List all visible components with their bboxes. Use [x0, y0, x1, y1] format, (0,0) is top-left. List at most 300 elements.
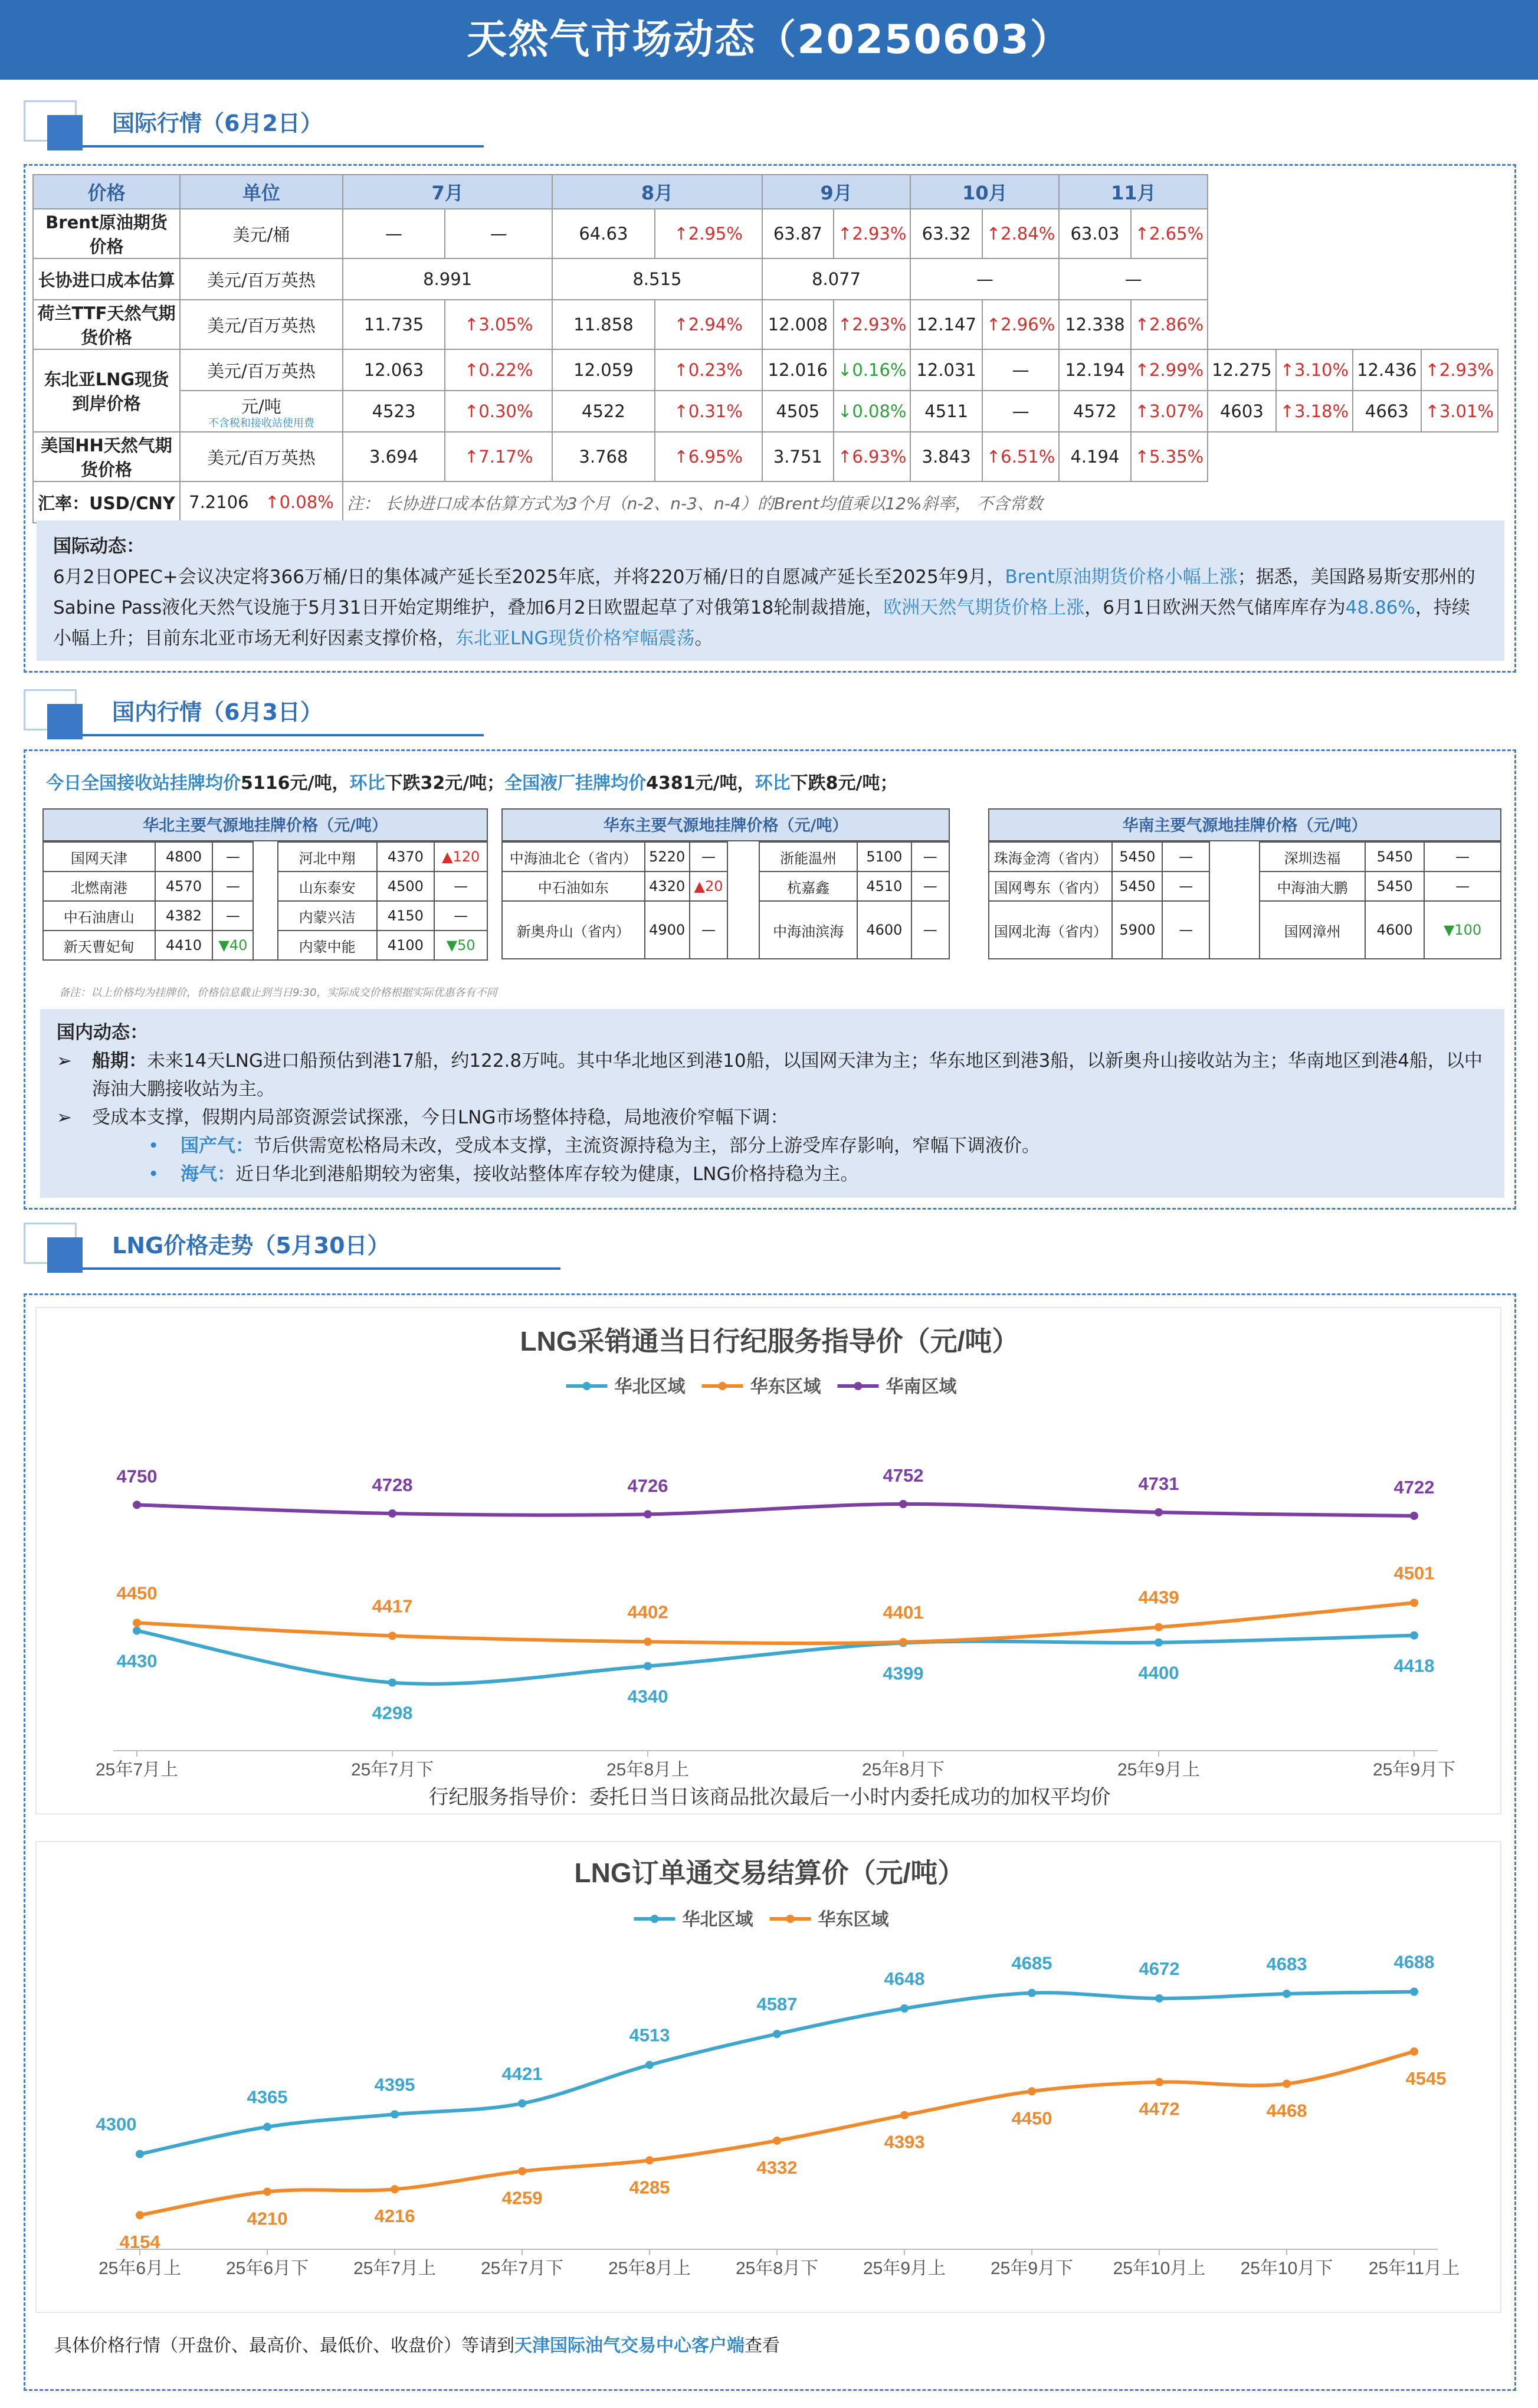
- value-cell: 4522: [552, 391, 654, 432]
- data-label: 4285: [629, 2177, 670, 2198]
- unit-cell: 美元/百万英热: [180, 349, 343, 391]
- data-label: 4418: [1393, 1655, 1435, 1676]
- spacer: [253, 931, 277, 960]
- data-point: [1155, 1623, 1163, 1631]
- station-name: 新奥舟山（省内）: [502, 901, 645, 959]
- unit-cell: 美元/百万英热: [180, 258, 343, 300]
- col-header: 单位: [180, 175, 343, 209]
- legend-label: 华东区域: [750, 1377, 821, 1397]
- data-point: [136, 2211, 144, 2219]
- data-label: 4421: [501, 2063, 543, 2084]
- change-cell: —: [1424, 872, 1501, 901]
- data-point: [899, 1638, 907, 1646]
- data-label: 4726: [627, 1475, 668, 1496]
- change-cell: —: [1162, 872, 1209, 901]
- spacer: [727, 901, 759, 959]
- col-header: 8月: [552, 175, 762, 209]
- data-label: 4259: [501, 2187, 543, 2209]
- x-tick-label: 25年10月上: [1113, 2259, 1206, 2278]
- data-point: [900, 2004, 909, 2013]
- chart-title: LNG采销通当日行纪服务指导价（元/吨）: [520, 1326, 1019, 1357]
- highlight-span: 东北亚LNG现货价格窄幅震荡: [455, 628, 695, 649]
- change-cell: ↑0.22%: [445, 349, 552, 391]
- station-name: 国网北海（省内）: [989, 901, 1112, 959]
- fx-cell: [180, 481, 343, 523]
- data-point: [133, 1501, 141, 1509]
- station-name: 山东泰安: [278, 872, 377, 901]
- data-point: [1283, 2080, 1291, 2088]
- x-tick-label: 25年7月下: [350, 1760, 434, 1780]
- change-cell: ↑6.93%: [834, 432, 910, 481]
- data-point: [263, 2187, 271, 2196]
- x-tick-label: 25年8月上: [608, 2259, 691, 2278]
- data-label: 4501: [1393, 1562, 1435, 1584]
- station-name: 新天曹妃甸: [43, 931, 155, 960]
- table-row: [43, 842, 487, 872]
- station-name: 国网天津: [43, 842, 155, 872]
- summary-value: 下跌32元/吨；: [385, 773, 505, 794]
- item-text: 近日华北到港船期较为密集，接收站整体库存较为健康，LNG价格持稳为主。: [235, 1164, 859, 1185]
- value-cell: 12.059: [552, 349, 654, 391]
- data-point: [391, 2110, 399, 2118]
- value-cell: 63.87: [762, 209, 834, 258]
- change-cell: ↑6.51%: [982, 432, 1059, 481]
- change-cell: ↑0.23%: [655, 349, 762, 391]
- data-point: [518, 2099, 526, 2108]
- spacer: [253, 901, 277, 931]
- x-tick-label: 25年9月下: [1372, 1760, 1456, 1780]
- data-point: [1155, 2078, 1163, 2086]
- data-label: 4332: [756, 2157, 798, 2178]
- spacer: [727, 842, 759, 872]
- value-cell: 8.991: [343, 258, 552, 300]
- value-cell: 11.858: [552, 300, 654, 349]
- change-cell: —: [911, 872, 949, 901]
- data-point: [899, 1500, 907, 1508]
- value-cell: 12.031: [910, 349, 982, 391]
- value-cell: 12.436: [1353, 349, 1421, 391]
- text-span: 6月2日OPEC+会议决定将366万桶/日的集体减产延长至2025年底，并将220万桶/日的自愿减产延长至2025年9月，: [53, 566, 1005, 588]
- change-cell: ↑2.65%: [1131, 209, 1208, 258]
- table-row: [989, 901, 1501, 959]
- change-cell: —: [1162, 901, 1209, 959]
- price-cell: 4600: [857, 901, 911, 959]
- unit-note: 不含税和接收站使用费: [208, 417, 314, 430]
- dynamics-title: 国际动态：: [53, 536, 145, 557]
- station-name: 中石油如东: [502, 872, 645, 901]
- summary-value: 下跌8元/吨；: [790, 773, 898, 794]
- change-cell: ↑3.01%: [1421, 391, 1498, 432]
- data-label: 4400: [1138, 1662, 1179, 1683]
- price-cell: 4800: [155, 842, 213, 872]
- table-row: [43, 872, 487, 901]
- value-cell: 12.016: [762, 349, 834, 391]
- data-point: [1410, 1988, 1418, 1996]
- station-name: 内蒙中能: [278, 931, 377, 960]
- unit-text: 元/吨: [241, 396, 281, 417]
- east-price-table: [501, 808, 950, 959]
- summary-label: 今日全国接收站挂牌均价: [46, 773, 241, 794]
- text-span: 。: [694, 628, 713, 649]
- intl-price-table: [32, 174, 1498, 523]
- change-cell: ↑7.17%: [445, 432, 552, 481]
- price-cell: 4600: [1365, 901, 1424, 959]
- series-line: [140, 1992, 1414, 2154]
- change-cell: ↑2.93%: [834, 300, 910, 349]
- table-row: [33, 258, 1498, 300]
- bullet-arrow-icon: ➢: [57, 1050, 72, 1072]
- row-label: 汇率：USD/CNY: [33, 481, 180, 523]
- legend-marker: [719, 1382, 727, 1390]
- data-label: 4648: [884, 1968, 925, 1989]
- data-label: 4683: [1266, 1954, 1307, 1975]
- data-point: [1028, 2087, 1036, 2095]
- series-line: [140, 2052, 1414, 2215]
- chart-caption: 行纪服务指导价：委托日当日该商品批次最后一小时内委托成功的加权平均价: [428, 1786, 1111, 1809]
- item-text: 受成本支撑，假期内局部资源尝试探涨，今日LNG市场整体持稳，局地液价窄幅下调：: [92, 1107, 789, 1128]
- station-name: 北燃南港: [43, 872, 155, 901]
- data-label: 4399: [883, 1663, 924, 1684]
- price-cell: 4150: [377, 901, 435, 931]
- fx-change: ↑0.08%: [265, 492, 334, 512]
- table-row: [33, 300, 1498, 349]
- change-cell: ↑2.93%: [1421, 349, 1498, 391]
- series-line: [137, 1603, 1414, 1643]
- value-cell: —: [910, 258, 1059, 300]
- value-cell: 63.03: [1059, 209, 1130, 258]
- section-title-text: LNG价格走势（5月30日）: [112, 1233, 390, 1259]
- fx-value: 7.2106: [189, 492, 249, 512]
- data-label: 4450: [116, 1583, 158, 1604]
- change-cell: —: [1424, 842, 1501, 872]
- spacer: [253, 842, 277, 872]
- domestic-dynamics: [40, 1009, 1504, 1198]
- change-cell: ↑2.86%: [1131, 300, 1208, 349]
- section-title-trend: [24, 1223, 555, 1279]
- footer-text: 查看: [745, 2335, 780, 2356]
- legend-marker: [583, 1382, 591, 1390]
- change-cell: ↑2.94%: [655, 300, 762, 349]
- dynamics-subitem: [57, 1160, 1488, 1188]
- station-name: 中石油唐山: [43, 901, 155, 931]
- data-label: 4587: [756, 1994, 798, 2015]
- chart-settlement-price: [35, 1841, 1501, 2313]
- data-label: 4439: [1138, 1587, 1179, 1608]
- text-span: ，6月1日欧洲天然气储库库存为: [1084, 597, 1346, 618]
- change-cell: —: [212, 842, 253, 872]
- row-label: 东北亚LNG现货到岸价格: [33, 349, 180, 432]
- change-cell: ▼40: [212, 931, 253, 960]
- data-label: 4728: [372, 1475, 413, 1495]
- station-name: 国网漳州: [1260, 901, 1365, 959]
- section-underline: [83, 145, 484, 148]
- price-cell: 4570: [155, 872, 213, 901]
- legend-marker: [854, 1382, 863, 1390]
- summary-label: 环比: [349, 773, 385, 794]
- data-point: [644, 1510, 652, 1518]
- legend-label: 华北区域: [682, 1910, 753, 1929]
- col-header: 价格: [33, 175, 180, 209]
- value-cell: 12.147: [910, 300, 982, 349]
- data-label: 4210: [247, 2208, 288, 2229]
- change-cell: ↑0.30%: [445, 391, 552, 432]
- text-span: ，持续小幅上升；目前东北亚市场无利好因素支撑价格，: [53, 597, 1470, 649]
- data-label: 4722: [1393, 1477, 1435, 1498]
- unit-cell: [180, 391, 343, 432]
- table-title: 华北主要气源地挂牌价格（元/吨）: [42, 808, 488, 841]
- data-label: 4688: [1393, 1951, 1435, 1973]
- data-point: [388, 1631, 396, 1640]
- data-point: [388, 1509, 396, 1518]
- section-title-text: 国际行情（6月2日）: [112, 110, 323, 136]
- item-label: 国产气：: [181, 1135, 254, 1157]
- value-cell: 3.694: [343, 432, 445, 481]
- data-point: [391, 2185, 399, 2193]
- value-cell: 3.751: [762, 432, 834, 481]
- value-cell: 64.63: [552, 209, 654, 258]
- value-cell: 4505: [762, 391, 834, 432]
- change-cell: ↑2.96%: [982, 300, 1059, 349]
- value-cell: 3.843: [910, 432, 982, 481]
- data-label: 4340: [627, 1686, 668, 1707]
- series-line: [137, 1504, 1414, 1516]
- data-label: 4154: [119, 2232, 160, 2253]
- value-cell: 4.194: [1059, 432, 1130, 481]
- price-cell: 5100: [857, 842, 911, 872]
- change-cell: —: [434, 901, 487, 931]
- station-name: 深圳迭福: [1260, 842, 1365, 872]
- client-link[interactable]: 天津国际油气交易中心客户端: [514, 2335, 745, 2356]
- data-point: [1028, 1989, 1036, 1997]
- x-tick-label: 25年8月上: [606, 1760, 690, 1780]
- table-row: [502, 901, 949, 959]
- footer-text: 具体价格行情（开盘价、最高价、最低价、收盘价）等请到: [54, 2335, 514, 2356]
- value-cell: 4511: [910, 391, 982, 432]
- station-name: 浙能温州: [759, 842, 857, 872]
- x-tick-label: 25年8月下: [861, 1760, 945, 1780]
- row-label: 长协进口成本估算: [33, 258, 180, 300]
- x-tick-label: 25年9月下: [990, 2259, 1074, 2278]
- value-cell: 4572: [1059, 391, 1130, 432]
- value-cell: 8.077: [762, 258, 911, 300]
- data-point: [773, 2137, 781, 2145]
- change-cell: —: [690, 901, 727, 959]
- table-row: [502, 872, 949, 901]
- item-text: 节后供需宽松格局未改，受成本支撑，主流资源持稳为主，部分上游受库存影响，窄幅下调液价。: [254, 1135, 1040, 1157]
- change-cell: —: [911, 901, 949, 959]
- row-label: 荷兰TTF天然气期货价格: [33, 300, 180, 349]
- dynamics-item: [57, 1103, 1488, 1132]
- item-text: 未来14天LNG进口船预估到港17船，约122.8万吨。其中华北地区到港10船，以国网天津为主；华东地区到港3船，以新奥舟山接收站为主；华南地区到港4船，以中海油大鹏接收站为主。: [92, 1050, 1483, 1100]
- value-cell: 12.275: [1208, 349, 1275, 391]
- data-label: 4401: [883, 1602, 924, 1623]
- legend-marker: [651, 1915, 659, 1923]
- x-tick-label: 25年9月上: [1117, 1760, 1201, 1780]
- dynamics-item: [57, 1047, 1488, 1103]
- table-row: [33, 349, 1498, 391]
- data-label: 4450: [1011, 2108, 1052, 2129]
- station-name: 国网粤东（省内）: [989, 872, 1112, 901]
- data-point: [1155, 1508, 1163, 1516]
- x-tick-label: 25年9月上: [863, 2259, 946, 2278]
- domestic-note: 备注：以上价格均为挂牌价，价格信息截止到当日9:30，实际成交价格根据实际优惠各有不同: [59, 987, 497, 999]
- data-label: 4395: [374, 2074, 415, 2095]
- table-row: [43, 901, 487, 931]
- data-label: 4430: [116, 1650, 158, 1672]
- bullet-arrow-icon: ➢: [57, 1107, 72, 1128]
- data-point: [1410, 1631, 1418, 1640]
- change-cell: —: [690, 842, 727, 872]
- table-row: [989, 872, 1501, 901]
- value-cell: 3.768: [552, 432, 654, 481]
- col-header: 7月: [343, 175, 552, 209]
- data-point: [644, 1662, 652, 1670]
- bullet-dot-icon: •: [148, 1164, 159, 1185]
- change-cell: —: [212, 901, 253, 931]
- price-cell: 5450: [1112, 842, 1162, 872]
- price-cell: 5220: [645, 842, 690, 872]
- data-label: 4393: [884, 2131, 925, 2153]
- unit-cell: 美元/百万英热: [180, 300, 343, 349]
- station-name: 杭嘉鑫: [759, 872, 857, 901]
- change-cell: ↑2.84%: [982, 209, 1059, 258]
- station-name: 珠海金湾（省内）: [989, 842, 1112, 872]
- price-cell: 5900: [1112, 901, 1162, 959]
- row-label: Brent原油期货价格: [33, 209, 180, 258]
- change-cell: ↑0.31%: [655, 391, 762, 432]
- data-label: 4365: [247, 2086, 288, 2108]
- data-label: 4417: [372, 1595, 413, 1617]
- value-cell: 4663: [1353, 391, 1421, 432]
- price-cell: 4100: [377, 931, 435, 960]
- data-point: [644, 1637, 652, 1646]
- change-cell: ↑3.07%: [1131, 391, 1208, 432]
- section-decor: [47, 115, 83, 150]
- data-point: [1283, 1990, 1291, 1998]
- value-cell: 4603: [1208, 391, 1275, 432]
- change-cell: ↓0.08%: [834, 391, 910, 432]
- legend-marker: [786, 1915, 795, 1923]
- section-decor: [47, 704, 83, 739]
- item-label: 船期：: [92, 1050, 147, 1072]
- price-cell: 4382: [155, 901, 213, 931]
- change-cell: —: [1162, 842, 1209, 872]
- station-name: 中海油北仑（省内）: [502, 842, 645, 872]
- page-title: 天然气市场动态（20250603）: [0, 0, 1538, 80]
- col-header: 11月: [1059, 175, 1208, 209]
- item-label: 海气：: [181, 1164, 235, 1185]
- station-name: 中海油滨海: [759, 901, 857, 959]
- footer-note: [54, 2331, 780, 2357]
- col-header: 10月: [910, 175, 1059, 209]
- table-row: [33, 209, 1498, 258]
- data-point: [1410, 2047, 1418, 2056]
- change-cell: ▲120: [434, 842, 487, 872]
- price-cell: 4510: [857, 872, 911, 901]
- data-label: 4472: [1139, 2098, 1180, 2119]
- data-point: [900, 2111, 909, 2119]
- guide-price-chart-svg: [37, 1308, 1503, 1816]
- price-cell: 4320: [645, 872, 690, 901]
- legend-label: 华北区域: [614, 1377, 686, 1397]
- price-cell: 4370: [377, 842, 435, 872]
- data-point: [133, 1619, 141, 1627]
- data-label: 4298: [372, 1702, 413, 1724]
- data-point: [645, 2156, 654, 2164]
- value-cell: 12.008: [762, 300, 834, 349]
- spacer: [727, 872, 759, 901]
- table-row: [33, 391, 1498, 432]
- highlight-span: Brent原油期货价格小幅上涨: [1005, 566, 1238, 588]
- data-point: [136, 2150, 144, 2158]
- data-label: 4731: [1138, 1473, 1179, 1494]
- change-cell: ↑5.35%: [1131, 432, 1208, 481]
- unit-cell: 美元/百万英热: [180, 432, 343, 481]
- row-label: 美国HH天然气期货价格: [33, 432, 180, 481]
- change-cell: —: [982, 391, 1059, 432]
- table-title: 华南主要气源地挂牌价格（元/吨）: [988, 808, 1501, 841]
- change-cell: ↑3.05%: [445, 300, 552, 349]
- section-title-domestic: [24, 689, 472, 745]
- data-label: 4545: [1405, 2068, 1447, 2089]
- value-cell: 4523: [343, 391, 445, 432]
- series-line: [137, 1631, 1414, 1684]
- section-underline: [83, 734, 484, 736]
- x-tick-label: 25年8月下: [735, 2259, 819, 2278]
- data-label: 4402: [627, 1601, 668, 1623]
- section-title-intl: [24, 100, 472, 156]
- north-price-table: [42, 808, 488, 961]
- price-cell: 4410: [155, 931, 213, 960]
- change-cell: ▲20: [690, 872, 727, 901]
- data-point: [1410, 1512, 1418, 1520]
- change-cell: ↑3.10%: [1276, 349, 1353, 391]
- data-point: [388, 1679, 396, 1687]
- legend-label: 华南区域: [886, 1377, 957, 1397]
- price-cell: 5450: [1112, 872, 1162, 901]
- value-cell: 12.063: [343, 349, 445, 391]
- text-span: ；据悉，美国路易斯安那州的Sabine Pass液化天然气设施于5月31日开始定期维护，叠加6月2日欧盟起草了对俄第18轮制裁措施，: [53, 566, 1475, 618]
- x-tick-label: 25年7月下: [480, 2259, 564, 2278]
- value-cell: —: [343, 209, 445, 258]
- data-point: [518, 2167, 526, 2176]
- table-row: [502, 842, 949, 872]
- summary-label: 全国液厂挂牌均价: [504, 773, 647, 794]
- x-tick-label: 25年7月上: [95, 1760, 179, 1780]
- data-label: 4300: [96, 2114, 137, 2135]
- chart-guide-price: [35, 1307, 1501, 1814]
- settlement-price-chart-svg: [37, 1842, 1503, 2314]
- spacer: [1209, 872, 1260, 901]
- x-tick-label: 25年7月上: [353, 2259, 437, 2278]
- change-cell: ↑2.99%: [1131, 349, 1208, 391]
- station-name: 内蒙兴洁: [278, 901, 377, 931]
- summary-value: 4381元/吨，: [646, 773, 755, 794]
- table-note: 注： 长协进口成本估算方式为3个月（n-2、n-3、n-4）的Brent均值乘以12%斜率， 不含常数: [346, 493, 1043, 513]
- x-tick-label: 25年10月下: [1240, 2259, 1333, 2278]
- value-cell: 12.338: [1059, 300, 1130, 349]
- data-label: 4216: [374, 2206, 415, 2227]
- section-underline: [83, 1267, 560, 1270]
- data-point: [1410, 1598, 1418, 1607]
- unit-cell: 美元/桶: [180, 209, 343, 258]
- summary-label: 环比: [755, 773, 791, 794]
- data-label: 4672: [1139, 1958, 1180, 1979]
- table-row: [33, 432, 1498, 481]
- station-name: 中海油大鹏: [1260, 872, 1365, 901]
- change-cell: ↑2.93%: [834, 209, 910, 258]
- change-cell: —: [212, 872, 253, 901]
